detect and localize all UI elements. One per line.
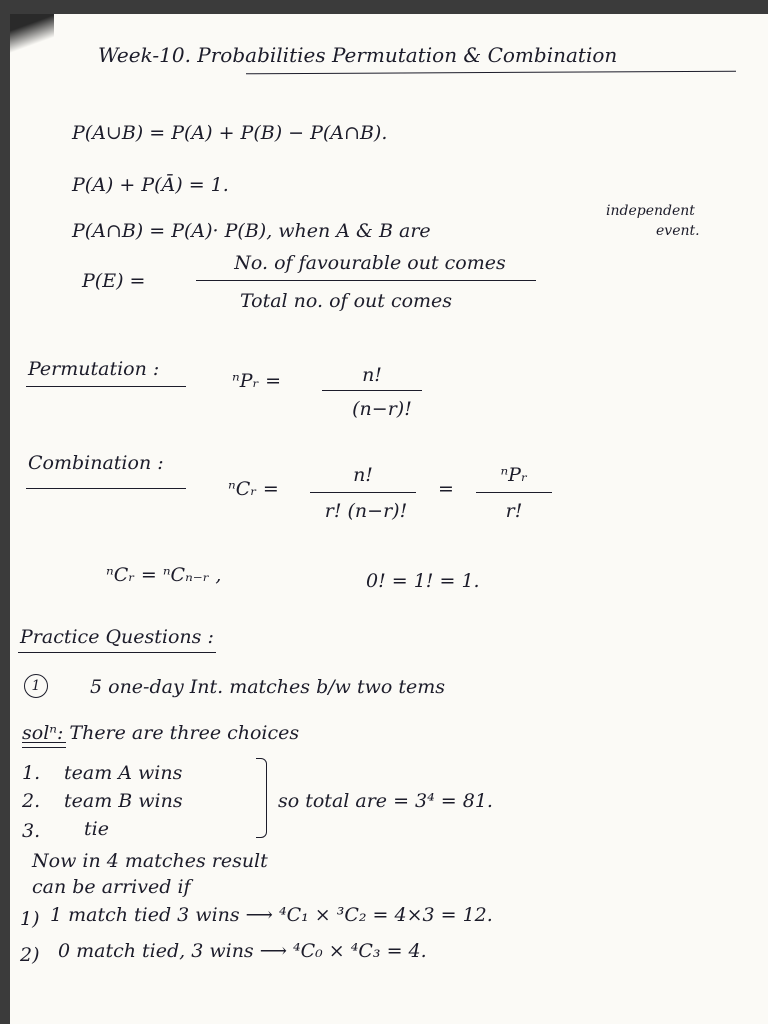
independent-note-2: event. — [656, 223, 700, 239]
formula-union: P(A∪B) = P(A) + P(B) − P(A∩B). — [72, 122, 388, 144]
solution-intro: solⁿ: There are three choices — [22, 722, 300, 744]
solution-underline — [22, 742, 66, 748]
combination-identity: ⁿCᵣ = ⁿCₙ₋ᵣ , — [106, 564, 222, 586]
pe-fraction-bar — [196, 280, 536, 281]
combination-fraction-bar-1 — [310, 492, 416, 493]
factorial-identity: 0! = 1! = 1. — [366, 570, 480, 592]
choice-2-number: 2. — [22, 790, 41, 812]
permutation-lhs: ⁿPᵣ = — [232, 370, 282, 392]
total-outcomes: so total are = 3⁴ = 81. — [278, 790, 493, 812]
now-line-1: Now in 4 matches result — [32, 850, 268, 872]
permutation-numerator: n! — [362, 364, 382, 386]
combination-numerator-1: n! — [353, 464, 373, 486]
pe-lhs: P(E) = — [82, 270, 146, 292]
combination-fraction-bar-2 — [476, 492, 552, 493]
case-2-number: 2) — [20, 944, 40, 966]
title-underline — [246, 71, 736, 75]
case-1-number: 1) — [20, 908, 40, 930]
page-shadow-corner — [10, 14, 54, 54]
combination-lhs: ⁿCᵣ = — [228, 478, 279, 500]
handwritten-notes-page — [10, 14, 768, 1024]
practice-heading: Practice Questions : — [20, 626, 214, 648]
combination-denominator-1: r! (n−r)! — [324, 500, 408, 522]
page-title: Week-10. Probabilities Permutation & Combination — [98, 43, 618, 67]
question-1-text: 5 one-day Int. matches b/w two tems — [90, 676, 445, 698]
permutation-underline — [26, 386, 186, 387]
choice-2: team B wins — [64, 790, 183, 812]
combination-numerator-2: ⁿPᵣ — [500, 464, 528, 486]
choice-3: tie — [84, 818, 109, 840]
combination-underline — [26, 488, 186, 489]
choice-3-number: 3. — [22, 820, 41, 842]
choice-1-number: 1. — [22, 762, 41, 784]
pe-denominator: Total no. of out comes — [239, 290, 453, 312]
case-1: 1 match tied 3 wins ⟶ ⁴C₁ × ³C₂ = 4×3 = 12. — [50, 904, 493, 926]
formula-independent: P(A∩B) = P(A)· P(B), when A & B are — [72, 220, 431, 242]
permutation-heading: Permutation : — [28, 358, 160, 380]
combination-heading: Combination : — [28, 452, 164, 474]
formula-complement: P(A) + P(Ā) = 1. — [72, 174, 229, 196]
independent-note-1: independent — [606, 203, 695, 219]
case-2: 0 match tied, 3 wins ⟶ ⁴C₀ × ⁴C₃ = 4. — [58, 940, 427, 962]
now-line-2: can be arrived if — [32, 876, 191, 898]
practice-underline — [18, 652, 216, 653]
pe-numerator: No. of favourable out comes — [234, 252, 506, 274]
question-number-circle: 1 — [24, 674, 48, 698]
combination-equals: = — [438, 478, 454, 500]
combination-denominator-2: r! — [505, 500, 523, 522]
permutation-fraction-bar — [322, 390, 422, 391]
choice-1: team A wins — [64, 762, 183, 784]
permutation-denominator: (n−r)! — [352, 398, 412, 420]
choices-bracket — [256, 758, 267, 838]
